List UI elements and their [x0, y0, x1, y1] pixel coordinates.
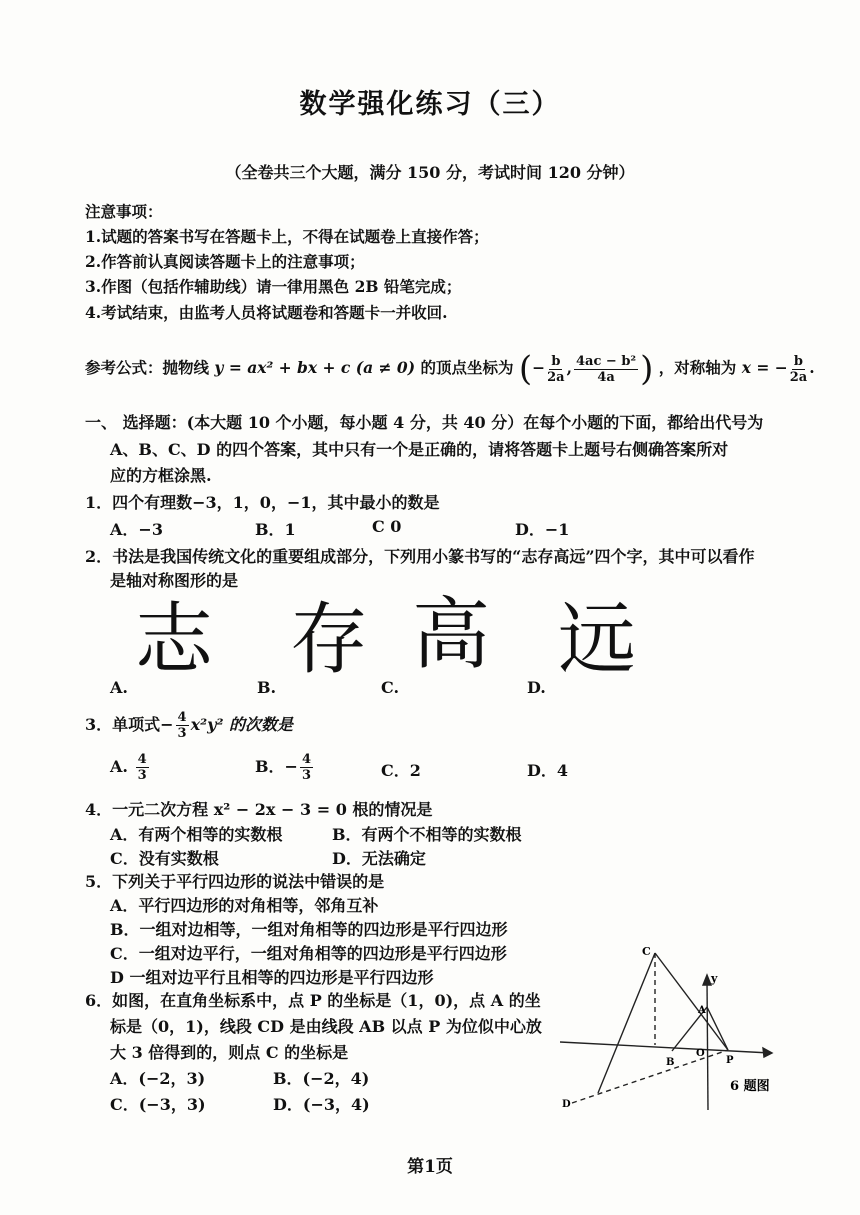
figure-caption: 6 题图 — [730, 1079, 770, 1094]
q2-stem-1: 2．书法是我国传统文化的重要组成部分，下列用小篆书写的“志存高远”四个字，其中可以看作 — [85, 547, 755, 566]
label-y: y — [711, 972, 718, 985]
vertex-y-fraction: $\frac{\text{4ac − b²}}{4a}$ — [576, 353, 637, 385]
seal-char-yuan: 远 — [558, 595, 637, 685]
label-b: B — [666, 1057, 675, 1068]
q1-option-d: D．−1 — [515, 520, 570, 539]
exam-info: （全卷共三个大题，满分 150 分，考试时间 120 分钟） — [225, 163, 635, 182]
note-item-1: 1.试题的答案书写在答题卡上，不得在试题卷上直接作答； — [85, 227, 489, 246]
q5-option-d: D 一组对边平行且相等的四边形是平行四边形 — [110, 968, 434, 987]
q1-option-a: A．−3 — [110, 520, 163, 539]
notes-heading: 注意事项： — [85, 202, 163, 221]
x-axis — [560, 1042, 770, 1053]
q5-option-b: B．一组对边相等，一组对角相等的四边形是平行四边形 — [110, 920, 508, 939]
q4-option-d: D．无法确定 — [332, 849, 426, 868]
q1-option-c: C 0 — [372, 517, 402, 536]
q3-stem: 3．单项式− $\frac{4}{3}$ x²y² 的次数是 — [85, 710, 294, 741]
note-item-4: 4.考试结束，由监考人员将试题卷和答题卡一并收回. — [85, 303, 448, 322]
q3-coefficient: $\frac{4}{3}$ — [177, 710, 187, 741]
q2-stem-2: 是轴对称图形的是 — [110, 571, 239, 590]
q6-option-b: B．(−2，4) — [273, 1069, 370, 1088]
q6-option-a: A．(−2，3) — [110, 1069, 206, 1088]
q2-option-d: D. — [527, 678, 546, 697]
seal-char-cun: 存 — [290, 595, 369, 685]
q5-stem: 5．下列关于平行四边形的说法中错误的是 — [85, 872, 385, 891]
x-axis-arrow — [763, 1048, 772, 1057]
segment-ap — [707, 1007, 728, 1050]
line-cp — [655, 953, 728, 1050]
q1-option-b: B．1 — [255, 520, 296, 539]
q3-option-d: D．4 — [527, 761, 569, 780]
label-d: D — [562, 1099, 571, 1110]
y-axis — [707, 980, 708, 1110]
label-a: A — [698, 1005, 706, 1016]
left-paren: ( — [518, 349, 533, 389]
label-o: O — [696, 1048, 705, 1059]
seal-char-zhi: 志 — [135, 595, 214, 685]
section-instruction-2: A、B、C、D 的四个答案，其中只有一个是正确的，请将答题卡上题号右侧确答案所对 — [110, 440, 729, 459]
vertex-x-fraction: $\frac{b}{2a}$ — [547, 353, 565, 385]
q3-option-c: C．2 — [381, 761, 421, 780]
axis-fraction: $\frac{b}{2a}$ — [789, 353, 808, 385]
q6-option-d: D．(−3，4) — [273, 1095, 370, 1114]
page-number: 第1页 — [407, 1157, 453, 1177]
q3-option-a: A. $\frac{4}{3}$ — [110, 752, 147, 783]
q4-stem: 4．一元二次方程 x² − 2x − 3 = 0 根的情况是 — [85, 800, 433, 819]
q3-option-b: B．− $\frac{4}{3}$ — [255, 752, 311, 783]
q2-option-c: C. — [381, 678, 400, 697]
q4-option-b: B．有两个不相等的实数根 — [332, 825, 522, 844]
label-c: C — [642, 945, 651, 958]
right-paren: ) — [640, 349, 654, 389]
page-title: 数学强化练习（三） — [299, 89, 561, 120]
q5-option-c: C．一组对边平行，一组对角相等的四边形是平行四边形 — [110, 944, 507, 963]
section-instruction-3: 应的方框涂黑. — [110, 466, 212, 485]
q4-option-c: C．没有实数根 — [110, 849, 219, 868]
q6-stem-2: 标是（0，1)，线段 CD 是由线段 AB 以点 P 为位似中心放 — [110, 1017, 542, 1036]
q6-stem-1: 6．如图，在直角坐标系中，点 P 的坐标是（1，0)，点 A 的坐 — [85, 991, 541, 1010]
q6-option-c: C．(−3，3) — [110, 1095, 206, 1114]
q4-option-a: A．有两个相等的实数根 — [110, 825, 283, 844]
q6-stem-3: 大 3 倍得到的，则点 C 的坐标是 — [110, 1043, 349, 1062]
q2-option-b: B. — [257, 678, 277, 697]
reference-formula: 参考公式：抛物线 y = ax² + bx + c (a ≠ 0) 的顶点坐标为 (− $\frac{b}{2a}$ , $\frac{\text{4ac − b²}}{4a}$ ) ，对称轴为 x = − $\frac{b}{2a}$ . — [85, 349, 815, 389]
seal-char-gao: 高 — [412, 590, 491, 680]
label-p: P — [726, 1055, 734, 1066]
q5-option-a: A．平行四边形的对角相等，邻角互补 — [110, 896, 379, 915]
note-item-3: 3.作图（包括作辅助线）请一律用黑色 2B 铅笔完成； — [85, 277, 462, 296]
q1-stem: 1．四个有理数−3，1，0，−1，其中最小的数是 — [85, 493, 440, 512]
note-item-2: 2.作答前认真阅读答题卡上的注意事项； — [85, 252, 365, 271]
section-heading: 一、 选择题：(本大题 10 个小题，每小题 4 分，共 40 分）在每个小题的下面，都给出代号为 — [85, 413, 764, 432]
y-axis-arrow — [703, 975, 711, 985]
line-cd-extended — [598, 953, 655, 1093]
q6-figure — [560, 935, 785, 1120]
q2-option-a: A. — [110, 678, 128, 697]
